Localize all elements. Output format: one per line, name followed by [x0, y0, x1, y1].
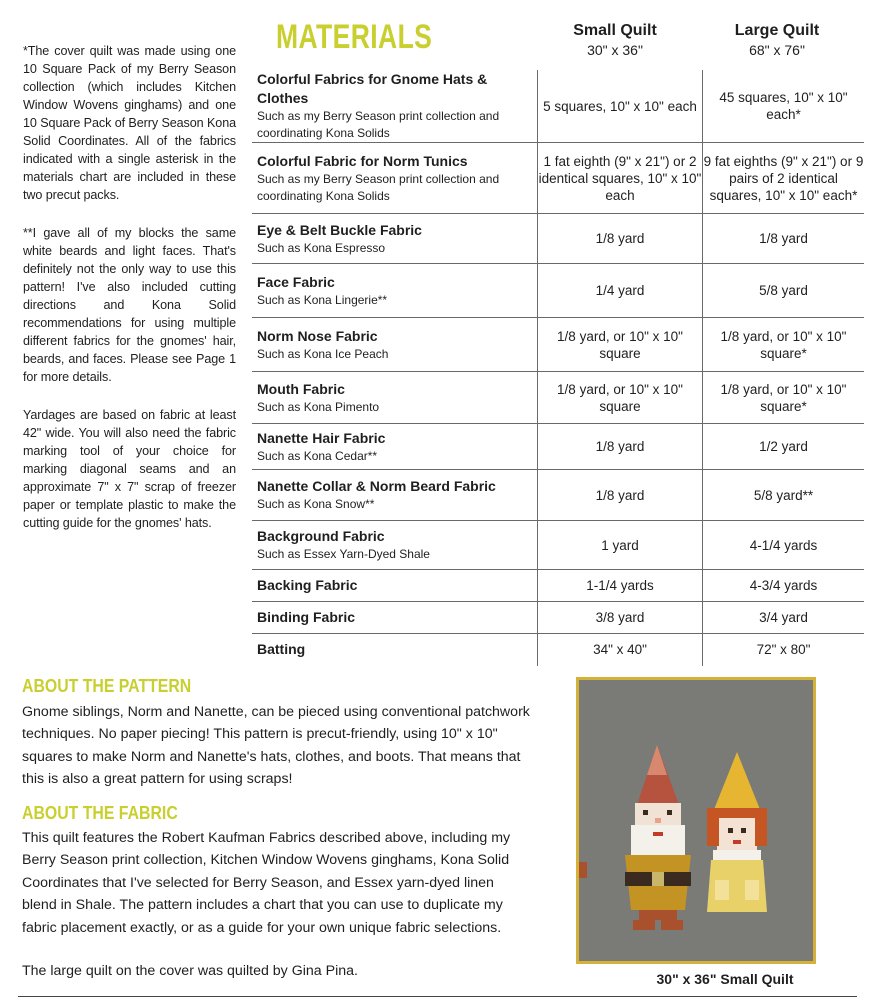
fabric-cell [252, 70, 538, 143]
large-quilt-amount: 45 squares, 10" x 10" each* [703, 70, 865, 143]
fabric-cell [252, 521, 538, 570]
large-quilt-amount: 4-3/4 yards [703, 570, 865, 602]
small-quilt-amount: 1 yard [538, 521, 703, 570]
large-quilt-amount: 3/4 yard [703, 602, 865, 634]
small-quilt-amount: 1/4 yard [538, 264, 703, 318]
note-precut-packs: *The cover quilt was made using one 10 Square Pack of my Berry Season collection (which includes Kitchen Window Wovens ginghams) and one 10 Square Pack of Berry Season Kona Solid Coordinates. All of the fabrics indicated with a single asterisk in the materials chart are included in these two precut packs. [23, 44, 236, 202]
fabric-suggestion: Such as Kona Cedar** [257, 448, 378, 463]
table-row [252, 372, 864, 424]
small-quilt-amount: 1/8 yard, or 10" x 10" square [538, 318, 703, 372]
page-divider [18, 996, 857, 997]
small-quilt-title: Small Quilt [573, 22, 657, 39]
fabric-suggestion: Such as Essex Yarn-Dyed Shale [257, 547, 430, 561]
fabric-cell [252, 470, 538, 521]
small-quilt-amount: 1/8 yard [538, 214, 703, 264]
small-quilt-amount: 1/8 yard [538, 424, 703, 470]
table-row [252, 214, 864, 264]
photo-caption: 30" x 36" Small Quilt [656, 971, 794, 987]
small-quilt-size: 30" x 36" [587, 42, 643, 58]
large-quilt-header [693, 22, 861, 58]
fabric-name: Colorful Fabrics for Gnome Hats & Clothes [257, 71, 488, 106]
large-quilt-amount: 1/8 yard, or 10" x 10" square* [703, 318, 865, 372]
large-quilt-amount: 4-1/4 yards [703, 521, 865, 570]
materials-title: MATERIALS [276, 18, 433, 56]
large-quilt-title: Large Quilt [734, 22, 820, 39]
table-row [252, 470, 864, 521]
fabric-suggestion: Such as Kona Ice Peach [257, 346, 389, 361]
small-quilt-amount: 1-1/4 yards [538, 570, 703, 602]
fabric-cell [252, 602, 538, 634]
table-row [252, 264, 864, 318]
large-quilt-amount: 5/8 yard** [703, 470, 865, 521]
materials-table [252, 70, 864, 666]
table-row [252, 570, 864, 602]
fabric-cell [252, 214, 538, 264]
fabric-name: Face Fabric [257, 273, 335, 290]
large-quilt-amount: 9 fat eighths (9" x 21") or 9 pairs of 2 identical squares, 10" x 10" each* [703, 143, 865, 214]
fabric-cell [252, 570, 538, 602]
small-quilt-amount: 34" x 40" [538, 634, 703, 666]
about-fabric-title: ABOUT THE FABRIC [22, 803, 178, 823]
fabric-cell [252, 143, 538, 214]
note-yardages: Yardages are based on fabric at least 42" wide. You will also need the fabric marking tool of your choice for marking diagonal seams and an approximate 7" x 7" scrap of freezer paper or template plastic to make the cutting guide for the gnomes' hats. [23, 408, 236, 530]
small-quilt-header [531, 22, 699, 58]
fabric-name: Nanette Collar & Norm Beard Fabric [257, 478, 496, 494]
fabric-name: Eye & Belt Buckle Fabric [257, 221, 422, 238]
fabric-name: Norm Nose Fabric [257, 327, 378, 344]
small-quilt-amount: 1 fat eighth (9" x 21") or 2 identical squares, 10" x 10" each [538, 143, 703, 214]
fabric-suggestion: Such as my Berry Season print collection and coordinating Kona Solids [257, 109, 500, 140]
large-quilt-amount: 1/2 yard [703, 424, 865, 470]
fabric-cell [252, 372, 538, 424]
fabric-name: Binding Fabric [257, 609, 355, 625]
large-quilt-size: 68" x 76" [749, 42, 805, 58]
table-row [252, 70, 864, 143]
materials-notes [23, 42, 236, 552]
fabric-cell [252, 264, 538, 318]
small-quilt-amount: 1/8 yard [538, 470, 703, 521]
large-quilt-amount: 72" x 80" [703, 634, 865, 666]
fabric-cell [252, 634, 538, 666]
small-quilt-amount: 5 squares, 10" x 10" each [538, 70, 703, 143]
fabric-name: Backing Fabric [257, 577, 358, 593]
fabric-suggestion: Such as my Berry Season print collection and coordinating Kona Solids [257, 171, 500, 203]
about-pattern-text: Gnome siblings, Norm and Nanette, can be pieced using conventional patchwork techniques. No paper piecing! This pattern is precut-friendly, using 10" x 10" squares to make Norm and Nanette's hats, clothes, and boots. That means that this is also a great pattern for using scraps! [22, 704, 530, 788]
small-quilt-amount: 1/8 yard, or 10" x 10" square [538, 372, 703, 424]
fabric-name: Batting [257, 641, 306, 658]
fabric-name: Mouth Fabric [257, 380, 345, 397]
fabric-suggestion: Such as Kona Snow** [257, 497, 375, 511]
small-quilt-amount: 3/8 yard [538, 602, 703, 634]
table-row [252, 143, 864, 214]
table-row [252, 521, 864, 570]
fabric-name: Nanette Hair Fabric [257, 429, 386, 446]
fabric-cell [252, 424, 538, 470]
quilting-credit: The large quilt on the cover was quilted by Gina Pina. [22, 963, 358, 979]
table-row [252, 602, 864, 634]
large-quilt-amount: 5/8 yard [703, 264, 865, 318]
large-quilt-amount: 1/8 yard [703, 214, 865, 264]
fabric-suggestion: Such as Kona Lingerie** [257, 292, 388, 307]
table-row [252, 318, 864, 372]
small-quilt-photo [576, 677, 816, 964]
about-pattern-title: ABOUT THE PATTERN [22, 676, 192, 696]
fabric-name: Colorful Fabric for Norm Tunics [257, 152, 468, 169]
fabric-name: Background Fabric [257, 528, 385, 544]
gnome-quilt-illustration [579, 680, 813, 961]
table-row [252, 634, 864, 666]
about-fabric-text: This quilt features the Robert Kaufman Fabrics described above, including my Berry Season print collection, Kitchen Window Wovens ginghams, Kona Solid Coordinates that I've selected for Berry Season, and Essex yarn-dyed linen blend in Shale. The pattern includes a chart that you can use to duplicate my fabric placement exactly, or as a guide for your own unique fabric selections. [22, 830, 511, 936]
large-quilt-amount: 1/8 yard, or 10" x 10" square* [703, 372, 865, 424]
fabric-suggestion: Such as Kona Espresso [257, 240, 386, 255]
note-beards-faces: **I gave all of my blocks the same white beards and light faces. That's definitely not the only way to use this pattern! I've also included cutting directions and Kona Solid recommendations for using multiple different fabrics for the gnomes' hair, beards, and faces. Please see Page 1 for more details. [23, 226, 236, 384]
fabric-suggestion: Such as Kona Pimento [257, 399, 380, 414]
table-row [252, 424, 864, 470]
fabric-cell [252, 318, 538, 372]
